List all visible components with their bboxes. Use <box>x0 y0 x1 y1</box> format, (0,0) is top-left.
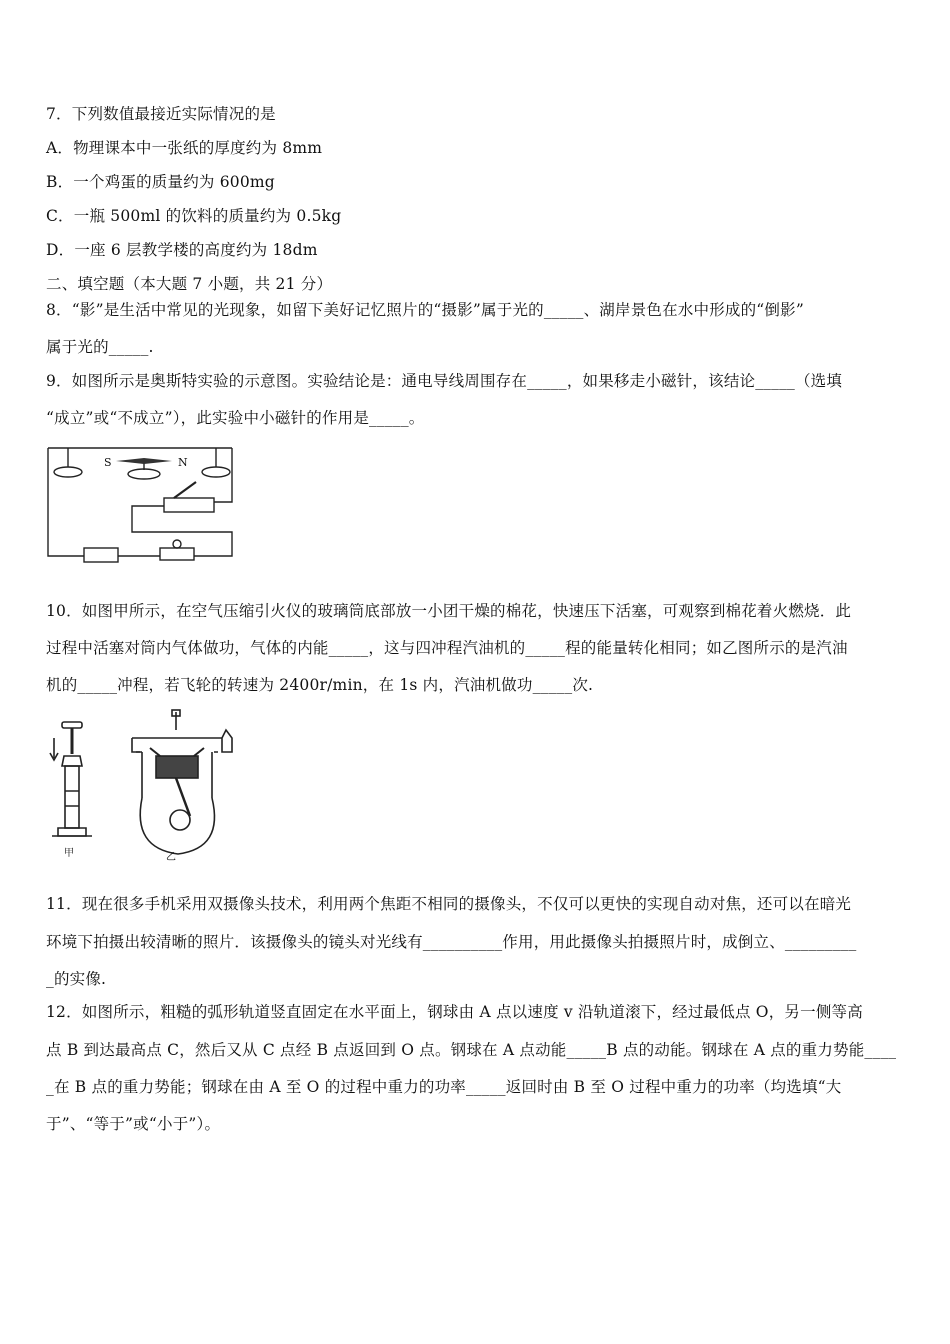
bottom-switch <box>160 548 194 560</box>
left-stand <box>54 467 82 477</box>
label-n: N <box>178 456 188 469</box>
engine-figure <box>126 708 236 863</box>
section2-heading: 二、填空题（本大题 7 小题，共 21 分） <box>46 275 333 293</box>
crankshaft <box>170 810 190 830</box>
q7-option-d: D．一座 6 层教学楼的高度约为 18dm <box>46 241 318 259</box>
compass-base <box>128 469 160 479</box>
left-wire <box>48 448 84 556</box>
fire-syringe-figure <box>40 716 100 861</box>
q11-line2: 环境下拍摄出较清晰的照片．该摄像头的镜头对光线有__________作用，用此摄像头拍摄照片时，成倒立、_________ <box>46 933 857 951</box>
q7-option-b: B．一个鸡蛋的质量约为 600mg <box>46 173 275 191</box>
piston <box>156 756 198 778</box>
piston-handle <box>62 722 82 728</box>
magnetic-needle <box>116 458 172 464</box>
knife-switch <box>164 498 214 512</box>
q10-line2: 过程中活塞对筒内气体做功，气体的内能_____，这与四冲程汽油机的_____程的能量转化相同；如乙图所示的是汽油 <box>46 639 848 657</box>
q10-line1: 10．如图甲所示，在空气压缩引火仪的玻璃筒底部放一小团干燥的棉花，快速压下活塞，可观察到棉花着火燃烧．此 <box>46 602 852 620</box>
q11-line1: 11．现在很多手机采用双摄像头技术，利用两个焦距不相同的摄像头，不仅可以更快的实现自动对焦，还可以在暗光 <box>46 895 852 913</box>
label-yi: 乙 <box>166 852 176 863</box>
q10-line3: 机的_____冲程，若飞轮的转速为 2400r/min，在 1s 内，汽油机做功_____次. <box>46 676 594 694</box>
crankcase <box>140 798 214 854</box>
q7-option-c: C．一瓶 500ml 的饮料的质量约为 0.5kg <box>46 207 342 225</box>
base <box>58 828 86 836</box>
q8-line1: 8．“影”是生活中常见的光现象，如留下美好记忆照片的“摄影”属于光的_____、湖岸景色在水中形成的“倒影” <box>46 301 804 319</box>
glass-tube <box>65 766 79 828</box>
label-jia: 甲 <box>64 848 74 859</box>
q9-line1: 9．如图所示是奥斯特实验的示意图。实验结论是：通电导线周围存在_____，如果移走小磁针，该结论_____（选填 <box>46 372 843 390</box>
q11-line3: _的实像. <box>46 970 107 988</box>
oersted-circuit-figure <box>44 440 240 566</box>
right-stand <box>202 467 230 477</box>
q12-line3: _在 B 点的重力势能；钢球在由 A 至 O 的过程中重力的功率_____返回时由 B 至 O 过程中重力的功率（均选填“大 <box>46 1078 842 1096</box>
battery <box>84 548 118 562</box>
cylinder-head <box>132 730 232 752</box>
q12-line1: 12．如图所示，粗糙的弧形轨道竖直固定在水平面上，钢球由 A 点以速度 v 沿轨道滚下，经过最低点 O，另一侧等高 <box>46 1003 863 1021</box>
q12-line4: 于”、“等于”或“小于”）。 <box>46 1115 221 1133</box>
q7-stem: 7．下列数值最接近实际情况的是 <box>46 105 276 123</box>
label-s: S <box>104 456 112 469</box>
q7-option-a: A．物理课本中一张纸的厚度约为 8mm <box>46 139 323 157</box>
q12-line2: 点 B 到达最高点 C，然后又从 C 点经 B 点返回到 O 点。钢球在 A 点动能_____B 点的动能。钢球在 A 点的重力势能____ <box>46 1041 897 1059</box>
q8-line2: 属于光的_____. <box>46 338 154 356</box>
q9-line2: “成立”或“不成立”），此实验中小磁针的作用是_____。 <box>46 409 425 427</box>
